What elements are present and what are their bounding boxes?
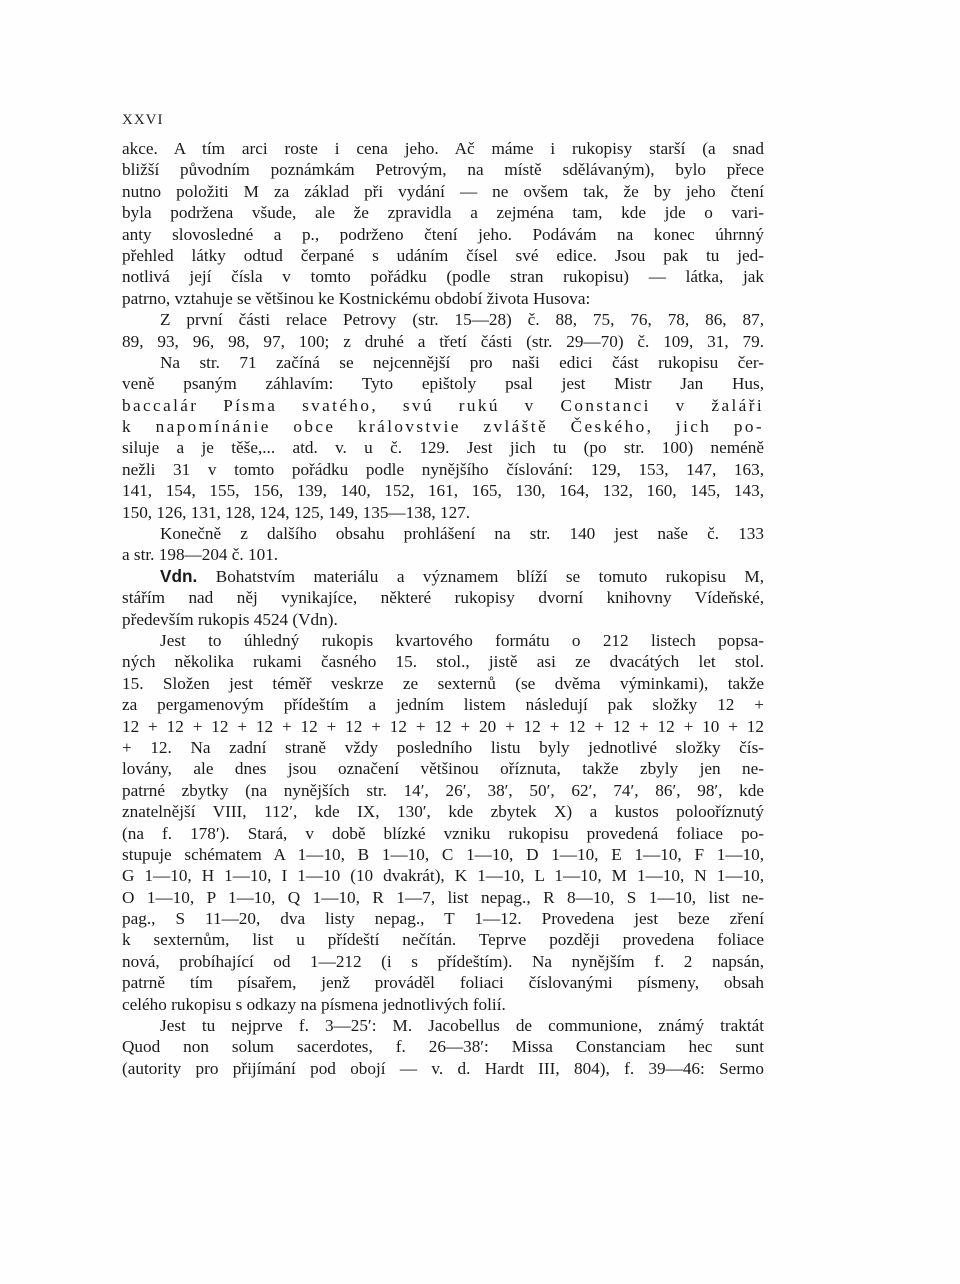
text-line (122, 630, 764, 651)
line-text: k napomínánie obce královstvie zvláště Českého, jich po- (122, 417, 764, 437)
line-text: 12 + 12 + 12 + 12 + 12 + 12 + 12 + 12 + 20 + 12 + 12 + 12 + 12 + 10 + 12 (122, 716, 764, 736)
text-line (122, 758, 764, 779)
text-line (122, 673, 764, 694)
text-line (122, 352, 764, 373)
text-line (122, 651, 764, 672)
text-line (122, 502, 764, 523)
text-line (122, 780, 764, 801)
text-line (122, 331, 764, 352)
line-text: nová, probíhající od 1—212 (i s přídeštím). Na nynějším f. 2 napsán, (122, 951, 764, 971)
line-text: Z první části relace Petrovy (str. 15—28) č. 88, 75, 76, 78, 86, 87, (160, 310, 764, 330)
text-line (122, 1036, 764, 1057)
text-line (122, 1058, 764, 1079)
manuscript-siglum: Vdn. (160, 565, 198, 586)
text-line (122, 887, 764, 908)
text-line (122, 544, 764, 565)
body-text (122, 138, 764, 1079)
text-line (122, 266, 764, 287)
text-line (122, 181, 764, 202)
text-line (122, 587, 764, 608)
line-text: 141, 154, 155, 156, 139, 140, 152, 161, 165, 130, 164, 132, 160, 145, 143, (122, 481, 764, 501)
line-text: patrné zbytky (na nynějších str. 14′, 26′, 38′, 50′, 62′, 74′, 86′, 98′, kde (122, 780, 764, 800)
line-text: nutno položiti M za základ při vydání — ne ovšem tak, že by jeho čtení (122, 181, 764, 201)
line-text: bližší původním poznámkám Petrovým, na místě sdělávaným), bylo přece (122, 160, 764, 180)
text-line (122, 309, 764, 330)
text-line (122, 737, 764, 758)
line-text: G 1—10, H 1—10, I 1—10 (10 dvakrát), K 1—10, L 1—10, M 1—10, N 1—10, (122, 866, 764, 886)
line-text: + 12. Na zadní straně vždy posledního listu byly jednotlivé složky čís- (122, 737, 764, 757)
text-line (122, 523, 764, 544)
page-number: XXVI (122, 112, 164, 128)
text-line (122, 459, 764, 480)
text-line (122, 994, 764, 1015)
line-text: veně psaným záhlavím: Tyto epištoly psal jest Mistr Jan Hus, (122, 374, 764, 394)
text-line (122, 1015, 764, 1036)
text-line (122, 844, 764, 865)
text-line (122, 202, 764, 223)
text-line (122, 716, 764, 737)
line-text: patrno, vztahuje se většinou ke Kostnickému období života Husova: (122, 288, 591, 308)
line-text: O 1—10, P 1—10, Q 1—10, R 1—7, list nepag., R 8—10, S 1—10, list ne- (122, 887, 764, 907)
text-line (122, 908, 764, 929)
line-text: Jest tu nejprve f. 3—25′: M. Jacobellus de communione, známý traktát (160, 1016, 764, 1036)
text-line (122, 823, 764, 844)
line-text: baccalár Písma svatého, svú rukú v Constanci v žaláři (122, 395, 764, 415)
text-line (122, 245, 764, 266)
text-line (122, 437, 764, 458)
line-text: ných několika rukami časného 15. stol., jistě asi ze dvacátých let stol. (122, 652, 764, 672)
line-text: anty slovosledné a p., podrženo čtení jeho. Podávám na konec úhrnný (122, 224, 764, 244)
line-text: Bohatstvím materiálu a významem blíží se tomuto rukopisu M, (215, 566, 764, 586)
line-text: pag., S 11—20, dva listy nepag., T 1—12. Provedena jest beze zření (122, 909, 764, 929)
text-line (122, 159, 764, 180)
line-text: 15. Složen jest téměř veskrze ze sexternů (se dvěma výminkami), takže (122, 673, 764, 693)
line-text: celého rukopisu s odkazy na písmena jednotlivých folií. (122, 994, 506, 1014)
text-line (122, 566, 764, 587)
text-line (122, 416, 764, 437)
line-text: notlivá její čísla v tomto pořádku (podle stran rukopisu) — látka, jak (122, 267, 764, 287)
line-text: za pergamenovým přídeštím a jedním listem následují pak složky 12 + (122, 695, 764, 715)
text-line (122, 373, 764, 394)
text-line (122, 951, 764, 972)
line-text: Quod non solum sacerdotes, f. 26—38′: Missa Constanciam hec sunt (122, 1037, 764, 1057)
line-text: k sexternům, list u přídeští nečítán. Teprve později provedena foliace (122, 930, 764, 950)
text-line (122, 865, 764, 886)
line-text: (autority pro přijímání pod obojí — v. d. Hardt III, 804), f. 39—46: Sermo (122, 1058, 764, 1078)
text-line (122, 480, 764, 501)
line-text: patrně tím písařem, jenž prováděl foliaci číslovanými písmeny, obsah (122, 973, 764, 993)
line-text: Na str. 71 začíná se nejcennější pro naši edici část rukopisu čer- (160, 352, 764, 372)
text-line (122, 224, 764, 245)
text-line (122, 972, 764, 993)
text-line (122, 609, 764, 630)
line-text: stářím nad něj vynikajíce, některé rukopisy dvorní knihovny Vídeňské, (122, 588, 764, 608)
line-text: přehled látky odtud čerpané s udáním čísel své edice. Jsou pak tu jed- (122, 245, 764, 265)
text-line (122, 395, 764, 416)
line-text: akce. A tím arci roste i cena jeho. Ač máme i rukopisy starší (a snad (122, 139, 764, 158)
text-line (122, 288, 764, 309)
line-text: nežli 31 v tomto pořádku podle nynějšího číslování: 129, 153, 147, 163, (122, 459, 764, 479)
line-text: siluje a je těše,... atd. v. u č. 129. Jest jich tu (po str. 100) neméně (122, 438, 764, 458)
text-line (122, 694, 764, 715)
line-text: především rukopis 4524 (Vdn). (122, 609, 338, 629)
text-line (122, 929, 764, 950)
text-line (122, 138, 764, 159)
line-text: lovány, ale dnes jsou označení většinou oříznuta, takže zbyly jen ne- (122, 759, 764, 779)
text-line (122, 801, 764, 822)
line-text: a str. 198—204 č. 101. (122, 545, 279, 565)
line-text: Jest to úhledný rukopis kvartového formátu o 212 listech popsa- (160, 630, 764, 650)
line-text: (na f. 178′). Stará, v době blízké vzniku rukopisu provedená foliace po- (122, 823, 764, 843)
line-text: 150, 126, 131, 128, 124, 125, 149, 135—138, 127. (122, 502, 471, 522)
line-text: Konečně z dalšího obsahu prohlášení na str. 140 jest naše č. 133 (160, 524, 764, 544)
line-text: byla podržena všude, ale že zpravidla a zejména tam, kde jde o vari- (122, 203, 764, 223)
line-text: znatelnější VIII, 112′, kde IX, 130′, kde zbytek X) a kustos polooříznutý (122, 802, 764, 822)
line-text: stupuje schématem A 1—10, B 1—10, C 1—10, D 1—10, E 1—10, F 1—10, (122, 844, 764, 864)
line-text: 89, 93, 96, 98, 97, 100; z druhé a třetí části (str. 29—70) č. 109, 31, 79. (122, 331, 764, 351)
